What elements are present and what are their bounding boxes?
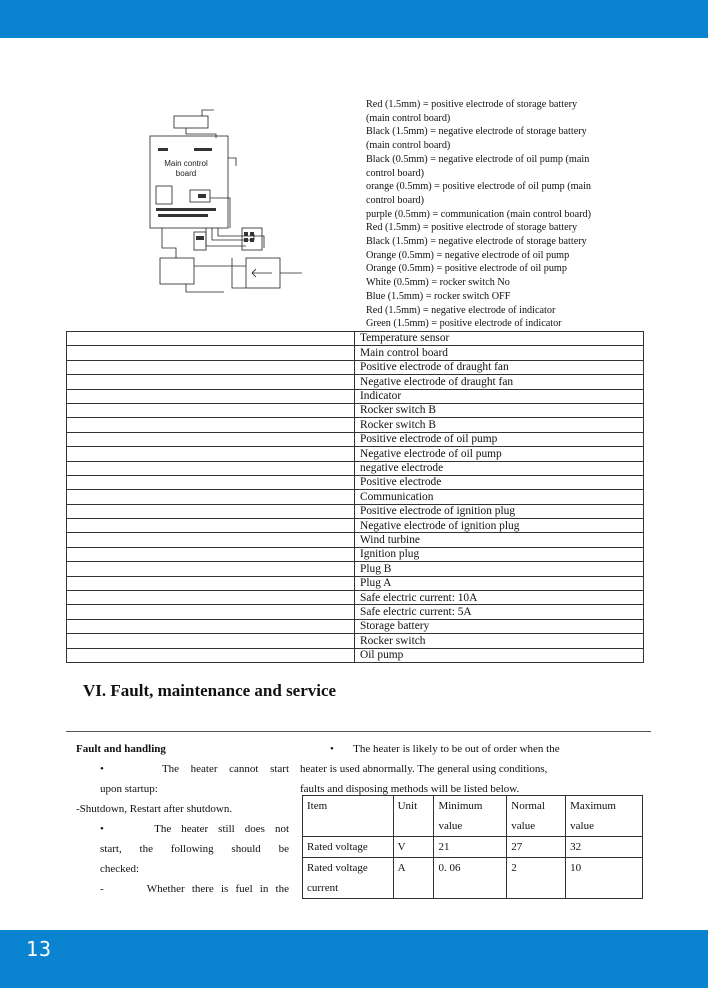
legend-line: Orange (0.5mm) = positive electrode of oil pump xyxy=(366,263,567,275)
table-row xyxy=(67,360,644,374)
legend-line: White (0.5mm) = rocker switch No xyxy=(366,277,510,289)
diagram-label-line2: board xyxy=(175,169,197,178)
max-cell-line: 32 xyxy=(570,841,582,853)
table-row xyxy=(67,519,644,533)
diagram-label-line1: Main control xyxy=(164,159,208,168)
table-cell-empty xyxy=(67,576,355,590)
table-cell-empty xyxy=(67,533,355,547)
unit-cell xyxy=(393,858,434,899)
table-row xyxy=(67,605,644,619)
column-header-line: Normal xyxy=(511,800,545,812)
legend-line: Red (1.5mm) = positive electrode of storage battery xyxy=(366,99,578,110)
table-cell-empty xyxy=(67,648,355,662)
column-header-line: Item xyxy=(307,800,328,812)
component-name: Ignition plug xyxy=(355,547,644,561)
list-item-continued: start, the following should be xyxy=(100,843,289,855)
table-row xyxy=(67,562,644,576)
component-name: Positive electrode of ignition plug xyxy=(355,504,644,518)
legend-line: Red (1.5mm) = positive electrode of storage battery xyxy=(366,222,578,234)
top-banner xyxy=(0,0,708,38)
table-row xyxy=(67,490,644,504)
list-item-continued: upon startup: xyxy=(100,783,158,795)
table-row xyxy=(67,547,644,561)
component-name: Positive electrode of oil pump xyxy=(355,432,644,446)
min-cell xyxy=(434,858,507,899)
component-name: Indicator xyxy=(355,389,644,403)
connector-top xyxy=(174,116,208,128)
table-row xyxy=(67,432,644,446)
legend-line: control board) xyxy=(366,194,424,206)
list-item xyxy=(76,759,289,779)
table-cell-empty xyxy=(67,332,355,346)
table-cell-empty xyxy=(67,634,355,648)
column-header xyxy=(507,796,566,837)
component-name: Temperature sensor xyxy=(355,332,644,346)
table-cell-empty xyxy=(67,389,355,403)
legend-line: Blue (1.5mm) = rocker switch OFF xyxy=(366,290,511,302)
table-cell-empty xyxy=(67,360,355,374)
table-row xyxy=(67,504,644,518)
intro-line: • The heater is likely to be out of order when the xyxy=(330,743,560,755)
bottom-banner xyxy=(0,930,708,988)
item-cell xyxy=(303,837,394,858)
component-name: Safe electric current: 5A xyxy=(355,605,644,619)
component-name: Storage battery xyxy=(355,619,644,633)
column-header xyxy=(566,796,643,837)
table-row xyxy=(67,591,644,605)
table-cell-empty xyxy=(67,461,355,475)
column-header xyxy=(393,796,434,837)
table-row xyxy=(67,346,644,360)
table-row xyxy=(67,332,644,346)
table-row xyxy=(67,375,644,389)
list-item xyxy=(76,879,289,899)
component-name: Negative electrode of ignition plug xyxy=(355,519,644,533)
legend-line: orange (0.5mm) = positive electrode of oil pump (main xyxy=(366,181,592,193)
table-cell-empty xyxy=(67,375,355,389)
table-cell-empty xyxy=(67,519,355,533)
legend-line: (main control board) xyxy=(366,140,451,152)
table-cell-empty xyxy=(67,403,355,417)
column-header xyxy=(434,796,507,837)
battery-block xyxy=(160,258,194,284)
legend-line: Black (0.5mm) = negative electrode of oil pump (main xyxy=(366,153,590,165)
fault-handling-column xyxy=(76,739,289,899)
unit-cell-line: V xyxy=(397,841,406,853)
component-name: Communication xyxy=(355,490,644,504)
table-cell-empty xyxy=(67,562,355,576)
legend-line: control board) xyxy=(366,167,424,179)
table-row xyxy=(67,461,644,475)
table-row xyxy=(67,403,644,417)
component-name: Negative electrode of draught fan xyxy=(355,375,644,389)
column-header-line: Minimum xyxy=(438,800,483,812)
column-header-line: Unit xyxy=(397,800,418,812)
column-header-line: Maximum xyxy=(570,800,616,812)
column-header-line: value xyxy=(438,820,463,832)
unit-cell xyxy=(393,837,434,858)
list-item-continued: checked: xyxy=(100,863,140,875)
table-row xyxy=(67,475,644,489)
table-cell-empty xyxy=(67,591,355,605)
table-row xyxy=(67,447,644,461)
item-cell xyxy=(303,858,394,899)
legend-line: Orange (0.5mm) = negative electrode of oil pump xyxy=(366,249,570,261)
table-cell-empty xyxy=(67,346,355,360)
legend-line: (main control board) xyxy=(366,112,451,124)
legend-line: Green (1.5mm) = positive electrode of indicator xyxy=(366,318,562,330)
dash: - xyxy=(100,883,104,895)
legend-line: Black (1.5mm) = negative electrode of storage battery xyxy=(366,236,587,248)
bullet: • xyxy=(330,743,334,755)
list-item-text: The heater still does not xyxy=(154,823,289,835)
unit-cell-line: A xyxy=(397,862,406,874)
table-cell-empty xyxy=(67,475,355,489)
min-cell-line: 0. 06 xyxy=(438,862,461,874)
component-name: Positive electrode xyxy=(355,475,644,489)
component-name: Rocker switch B xyxy=(355,403,644,417)
spec-table xyxy=(302,795,643,899)
table-cell-empty xyxy=(67,418,355,432)
table-cell-empty xyxy=(67,547,355,561)
wire-color-legend xyxy=(366,98,648,331)
table-row xyxy=(67,634,644,648)
max-cell xyxy=(566,837,643,858)
table-cell-empty xyxy=(67,490,355,504)
table-cell-empty xyxy=(67,605,355,619)
normal-cell-line: 2 xyxy=(511,862,517,874)
component-name: Negative electrode of oil pump xyxy=(355,447,644,461)
intro-line: faults and disposing methods will be listed below. xyxy=(300,783,520,795)
component-table xyxy=(66,331,644,663)
page-number: 13 xyxy=(26,937,53,961)
table-row xyxy=(67,533,644,547)
normal-cell xyxy=(507,837,566,858)
legend-line: purple (0.5mm) = communication (main control board) xyxy=(366,208,592,220)
component-name: Wind turbine xyxy=(355,533,644,547)
list-item-text: Whether there is fuel in the xyxy=(146,883,289,895)
column-header xyxy=(303,796,394,837)
table-row xyxy=(67,576,644,590)
conditions-intro xyxy=(300,739,642,799)
component-name: Safe electric current: 10A xyxy=(355,591,644,605)
item-cell-line: Rated voltage xyxy=(307,841,368,853)
table-row xyxy=(303,837,643,858)
column-header-line: value xyxy=(511,820,536,832)
normal-cell xyxy=(507,858,566,899)
component-name: Main control board xyxy=(355,346,644,360)
list-item-text: The heater cannot start xyxy=(161,763,290,775)
column-header-line: value xyxy=(570,820,594,832)
table-row xyxy=(67,648,644,662)
component-name: Oil pump xyxy=(355,648,644,662)
wiring-diagram xyxy=(146,108,306,298)
normal-cell-line: 27 xyxy=(511,841,523,853)
table-cell-empty xyxy=(67,432,355,446)
fault-handling-title: Fault and handling xyxy=(76,743,166,755)
min-cell xyxy=(434,837,507,858)
min-cell-line: 21 xyxy=(438,841,450,853)
table-row xyxy=(303,858,643,899)
table-row xyxy=(67,389,644,403)
bullet: • xyxy=(100,823,104,835)
legend-line: Black (1.5mm) = negative electrode of storage battery xyxy=(366,126,587,138)
table-cell-empty xyxy=(67,504,355,518)
list-item xyxy=(76,819,289,839)
component-name: Rocker switch B xyxy=(355,418,644,432)
component-name: Plug B xyxy=(355,562,644,576)
table-row xyxy=(67,619,644,633)
section-divider xyxy=(66,731,651,732)
table-row xyxy=(67,418,644,432)
component-name: Positive electrode of draught fan xyxy=(355,360,644,374)
table-cell-empty xyxy=(67,447,355,461)
component-name: Rocker switch xyxy=(355,634,644,648)
shutdown-text: -Shutdown, Restart after shutdown. xyxy=(76,803,233,815)
max-cell-line: 10 xyxy=(570,862,582,874)
max-cell xyxy=(566,858,643,899)
section-heading: VI. Fault, maintenance and service xyxy=(83,681,337,700)
table-header-row xyxy=(303,796,643,837)
component-name: negative electrode xyxy=(355,461,644,475)
table-cell-empty xyxy=(67,619,355,633)
item-cell-line: Rated voltage xyxy=(307,862,368,874)
component-name: Plug A xyxy=(355,576,644,590)
legend-line: Red (1.5mm) = negative electrode of indicator xyxy=(366,304,556,316)
item-cell-line: current xyxy=(307,882,339,894)
intro-line: heater is used abnormally. The general using conditions, xyxy=(300,763,548,775)
bullet: • xyxy=(100,763,104,775)
